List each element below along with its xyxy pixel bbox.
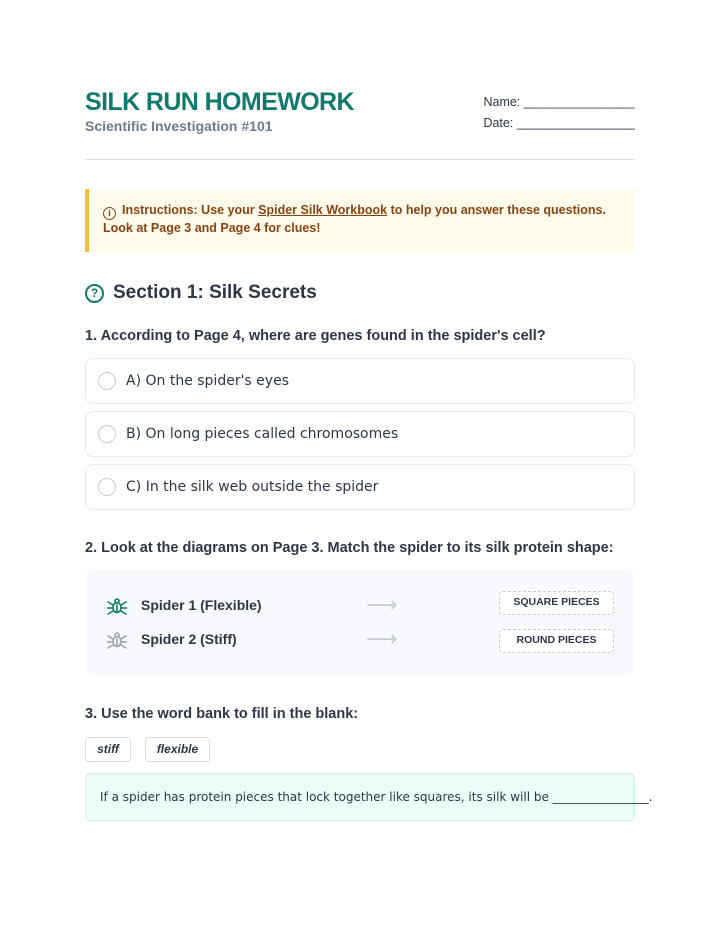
match-row-spider-2 <box>106 629 616 651</box>
page-title: SILK RUN HOMEWORK <box>85 88 354 116</box>
word-chip-stiff[interactable]: stiff <box>85 737 131 762</box>
instructions-prefix: Instructions: Use your <box>122 203 259 217</box>
question-1: 1. According to Page 4, where are genes found in the spider's cell? <box>85 328 546 344</box>
arrow-icon: ⟶ <box>366 627 398 652</box>
name-field[interactable]: Name: ________________ <box>483 95 635 109</box>
spider-icon <box>106 595 128 617</box>
section-heading <box>85 282 317 304</box>
option-label: C) In the silk web outside the spider <box>126 479 379 495</box>
option-a[interactable] <box>85 358 635 404</box>
word-chip-flexible[interactable]: flexible <box>145 737 210 762</box>
student-info <box>483 92 635 134</box>
arrow-icon: ⟶ <box>366 593 398 618</box>
option-b[interactable] <box>85 411 635 457</box>
instructions-suffix: to help you answer these questions. Look at Page 3 and Page 4 for clues! <box>103 203 606 235</box>
page-subtitle: Scientific Investigation #101 <box>85 118 273 134</box>
workbook-link[interactable]: Spider Silk Workbook <box>258 203 388 217</box>
spider-icon <box>106 629 128 651</box>
option-c[interactable] <box>85 464 635 510</box>
shape-round-pieces[interactable]: ROUND PIECES <box>499 629 614 653</box>
date-field[interactable]: Date: _________________ <box>483 116 635 130</box>
instructions-callout <box>85 189 635 252</box>
info-icon: i <box>103 207 116 220</box>
option-label: A) On the spider's eyes <box>126 373 289 389</box>
radio-button[interactable] <box>98 478 116 496</box>
worksheet-header <box>85 86 635 160</box>
spider-2-label: Spider 2 (Stiff) <box>141 631 237 647</box>
matching-panel <box>85 570 635 676</box>
radio-button[interactable] <box>98 372 116 390</box>
question-2: 2. Look at the diagrams on Page 3. Match the spider to its silk protein shape: <box>85 540 614 556</box>
section-title: Section 1: Silk Secrets <box>113 282 317 303</box>
option-label: B) On long pieces called chromosomes <box>126 426 399 442</box>
match-row-spider-1 <box>106 595 616 617</box>
question-3: 3. Use the word bank to fill in the blank: <box>85 706 359 722</box>
radio-button[interactable] <box>98 425 116 443</box>
shape-square-pieces[interactable]: SQUARE PIECES <box>499 591 614 615</box>
fill-in-blank-sentence[interactable]: If a spider has protein pieces that lock together like squares, its silk will be ________________. <box>85 773 635 821</box>
question-circle-icon: ? <box>85 284 104 303</box>
spider-1-label: Spider 1 (Flexible) <box>141 597 262 613</box>
